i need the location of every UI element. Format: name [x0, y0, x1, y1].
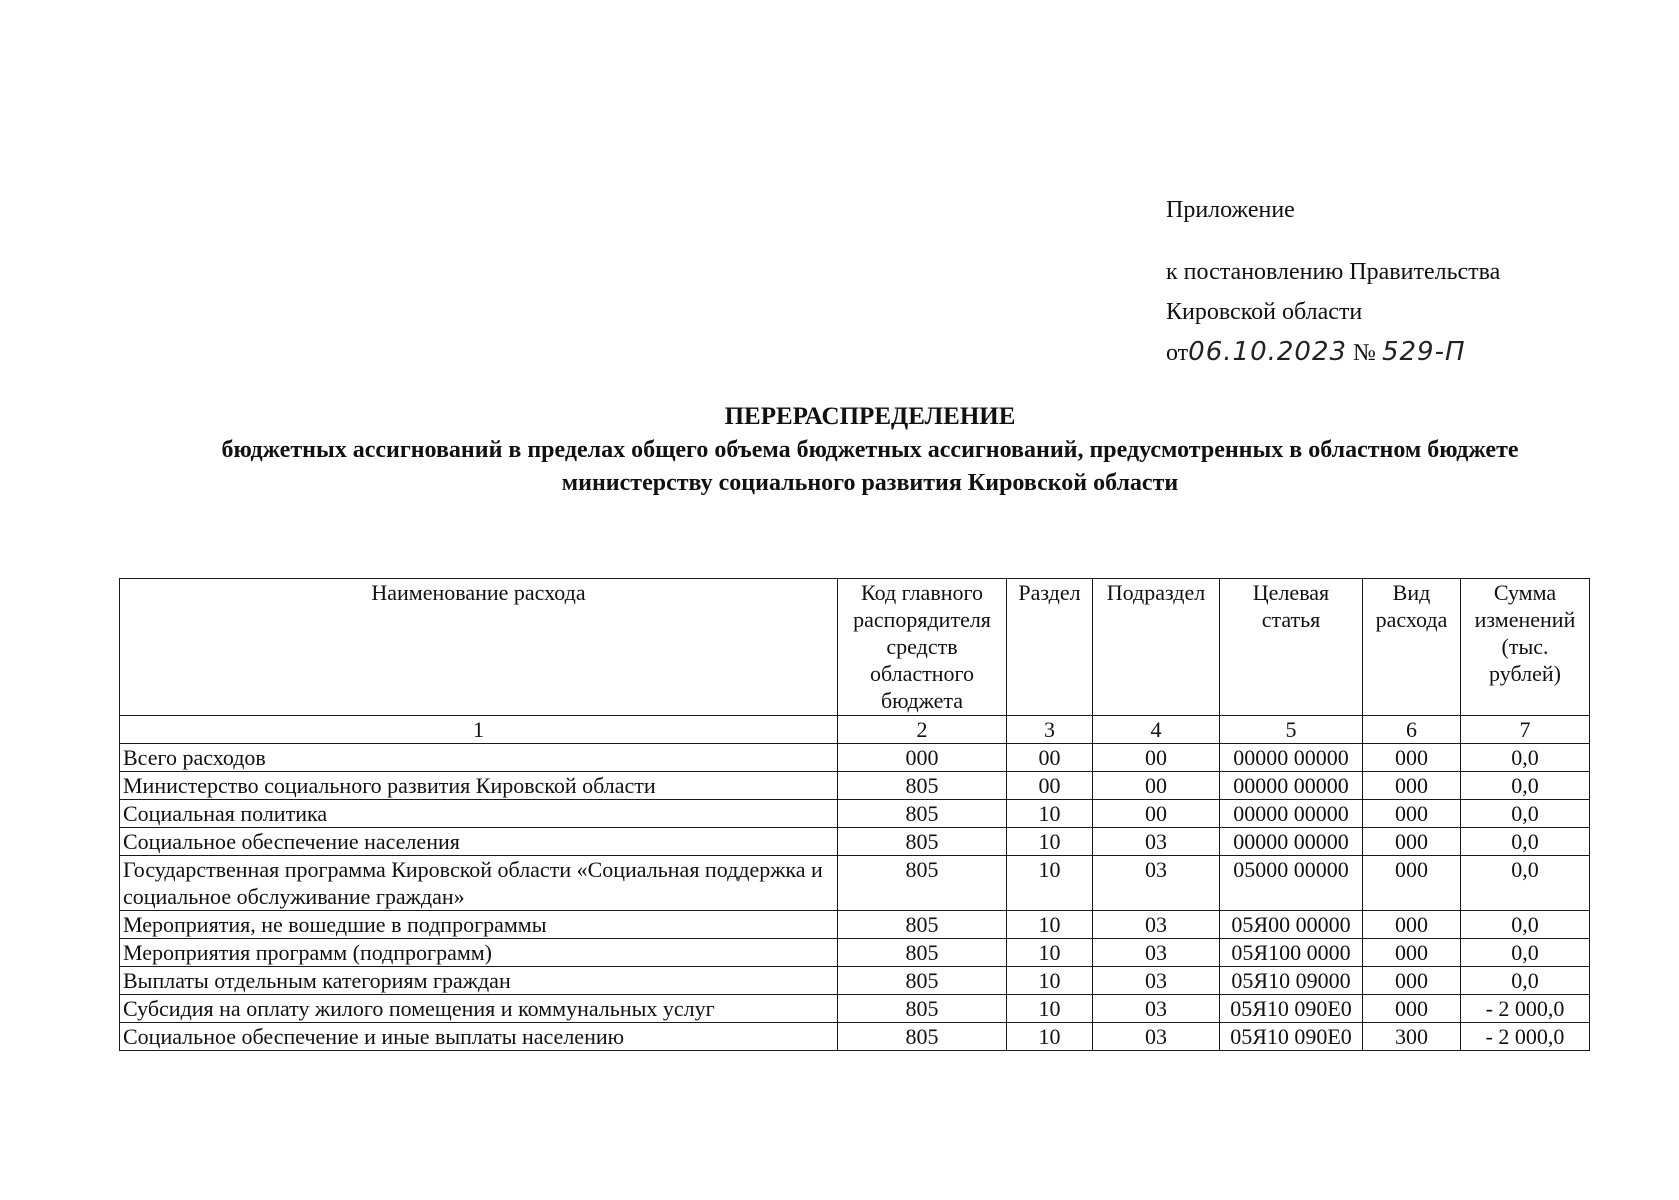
document-title	[120, 400, 1620, 500]
header-cell: Сумма изменений (тыс. рублей)	[1461, 579, 1590, 716]
title-subtitle: бюджетных ассигнований в пределах общего объема бюджетных ассигнований, предусмотренных в областном бюджете министерству социального развития Кировской области	[221, 437, 1519, 496]
section-code-cell: 10	[1007, 967, 1093, 995]
subsection-code-cell: 03	[1093, 856, 1220, 911]
header-cell: Целевая статья	[1220, 579, 1363, 716]
change-amount-cell: 0,0	[1461, 744, 1590, 772]
expense-type-code-cell: 000	[1363, 911, 1461, 939]
table-row	[120, 856, 1590, 911]
column-number-row	[120, 716, 1590, 744]
change-amount-cell: 0,0	[1461, 856, 1590, 911]
table-row	[120, 744, 1590, 772]
change-amount-cell: 0,0	[1461, 772, 1590, 800]
main-administrator-code-cell: 805	[838, 939, 1007, 967]
change-amount-cell: - 2 000,0	[1461, 995, 1590, 1023]
section-code-cell: 10	[1007, 828, 1093, 856]
change-amount-cell: 0,0	[1461, 800, 1590, 828]
handwritten-number: 529-П	[1381, 337, 1466, 367]
expense-type-code-cell: 000	[1363, 967, 1461, 995]
expense-type-code-cell: 000	[1363, 939, 1461, 967]
expense-name-cell: Мероприятия программ (подпрограмм)	[120, 939, 838, 967]
section-code-cell: 10	[1007, 995, 1093, 1023]
main-administrator-code-cell: 000	[838, 744, 1007, 772]
section-code-cell: 10	[1007, 939, 1093, 967]
column-number: 5	[1220, 716, 1363, 744]
subsection-code-cell: 03	[1093, 911, 1220, 939]
target-article-code-cell: 05Я100 0000	[1220, 939, 1363, 967]
budget-table	[119, 578, 1590, 1051]
main-administrator-code-cell: 805	[838, 800, 1007, 828]
expense-name-cell: Социальное обеспечение и иные выплаты населению	[120, 1023, 838, 1051]
change-amount-cell: 0,0	[1461, 911, 1590, 939]
expense-name-cell: Министерство социального развития Кировской области	[120, 772, 838, 800]
column-number: 3	[1007, 716, 1093, 744]
expense-type-code-cell: 300	[1363, 1023, 1461, 1051]
main-administrator-code-cell: 805	[838, 967, 1007, 995]
expense-name-cell: Субсидия на оплату жилого помещения и коммунальных услуг	[120, 995, 838, 1023]
section-code-cell: 10	[1007, 1023, 1093, 1051]
change-amount-cell: - 2 000,0	[1461, 1023, 1590, 1051]
appendix-block	[1166, 190, 1500, 373]
column-number: 2	[838, 716, 1007, 744]
table-body	[120, 716, 1590, 1051]
main-administrator-code-cell: 805	[838, 911, 1007, 939]
expense-name-cell: Социальная политика	[120, 800, 838, 828]
subsection-code-cell: 03	[1093, 939, 1220, 967]
expense-name-cell: Государственная программа Кировской области «Социальная поддержка и социальное обслуживание граждан»	[120, 856, 838, 911]
handwritten-date: 06.10.2023	[1188, 337, 1348, 367]
appendix-label: Приложение	[1166, 197, 1295, 223]
table-row	[120, 1023, 1590, 1051]
target-article-code-cell: 05Я00 00000	[1220, 911, 1363, 939]
change-amount-cell: 0,0	[1461, 828, 1590, 856]
number-sign: №	[1353, 340, 1376, 366]
expense-type-code-cell: 000	[1363, 856, 1461, 911]
main-administrator-code-cell: 805	[838, 856, 1007, 911]
expense-type-code-cell: 000	[1363, 828, 1461, 856]
header-cell: Вид расхода	[1363, 579, 1461, 716]
target-article-code-cell: 05000 00000	[1220, 856, 1363, 911]
expense-type-code-cell: 000	[1363, 995, 1461, 1023]
subsection-code-cell: 00	[1093, 744, 1220, 772]
appendix-date-line	[1166, 332, 1500, 373]
column-number: 1	[120, 716, 838, 744]
expense-name-cell: Мероприятия, не вошедшие в подпрограммы	[120, 911, 838, 939]
table-row	[120, 800, 1590, 828]
main-administrator-code-cell: 805	[838, 828, 1007, 856]
target-article-code-cell: 05Я10 090Е0	[1220, 995, 1363, 1023]
subsection-code-cell: 03	[1093, 967, 1220, 995]
table-row	[120, 772, 1590, 800]
date-prefix: от	[1166, 340, 1189, 366]
subsection-code-cell: 00	[1093, 772, 1220, 800]
header-cell: Код главного распорядителя средств областного бюджета	[838, 579, 1007, 716]
main-administrator-code-cell: 805	[838, 772, 1007, 800]
target-article-code-cell: 00000 00000	[1220, 772, 1363, 800]
change-amount-cell: 0,0	[1461, 939, 1590, 967]
section-code-cell: 10	[1007, 911, 1093, 939]
table-row	[120, 911, 1590, 939]
table-row	[120, 828, 1590, 856]
subsection-code-cell: 03	[1093, 828, 1220, 856]
target-article-code-cell: 00000 00000	[1220, 744, 1363, 772]
main-administrator-code-cell: 805	[838, 995, 1007, 1023]
section-code-cell: 00	[1007, 772, 1093, 800]
appendix-line-1: к постановлению Правительства	[1166, 259, 1501, 285]
expense-type-code-cell: 000	[1363, 800, 1461, 828]
column-number: 6	[1363, 716, 1461, 744]
subsection-code-cell: 03	[1093, 1023, 1220, 1051]
section-code-cell: 10	[1007, 856, 1093, 911]
column-number: 7	[1461, 716, 1590, 744]
main-administrator-code-cell: 805	[838, 1023, 1007, 1051]
expense-name-cell: Социальное обеспечение населения	[120, 828, 838, 856]
header-cell: Наименование расхода	[120, 579, 838, 716]
expense-type-code-cell: 000	[1363, 772, 1461, 800]
table-row	[120, 995, 1590, 1023]
expense-type-code-cell: 000	[1363, 744, 1461, 772]
header-cell: Раздел	[1007, 579, 1093, 716]
target-article-code-cell: 00000 00000	[1220, 800, 1363, 828]
appendix-line-2: Кировской области	[1166, 299, 1363, 325]
target-article-code-cell: 05Я10 090Е0	[1220, 1023, 1363, 1051]
subsection-code-cell: 03	[1093, 995, 1220, 1023]
header-cell: Подраздел	[1093, 579, 1220, 716]
column-number: 4	[1093, 716, 1220, 744]
target-article-code-cell: 05Я10 09000	[1220, 967, 1363, 995]
table-row	[120, 939, 1590, 967]
expense-name-cell: Всего расходов	[120, 744, 838, 772]
target-article-code-cell: 00000 00000	[1220, 828, 1363, 856]
section-code-cell: 10	[1007, 800, 1093, 828]
table-row	[120, 967, 1590, 995]
section-code-cell: 00	[1007, 744, 1093, 772]
change-amount-cell: 0,0	[1461, 967, 1590, 995]
subsection-code-cell: 00	[1093, 800, 1220, 828]
table-header-row	[120, 579, 1590, 716]
title-main: ПЕРЕРАСПРЕДЕЛЕНИЕ	[724, 403, 1016, 430]
expense-name-cell: Выплаты отдельным категориям граждан	[120, 967, 838, 995]
